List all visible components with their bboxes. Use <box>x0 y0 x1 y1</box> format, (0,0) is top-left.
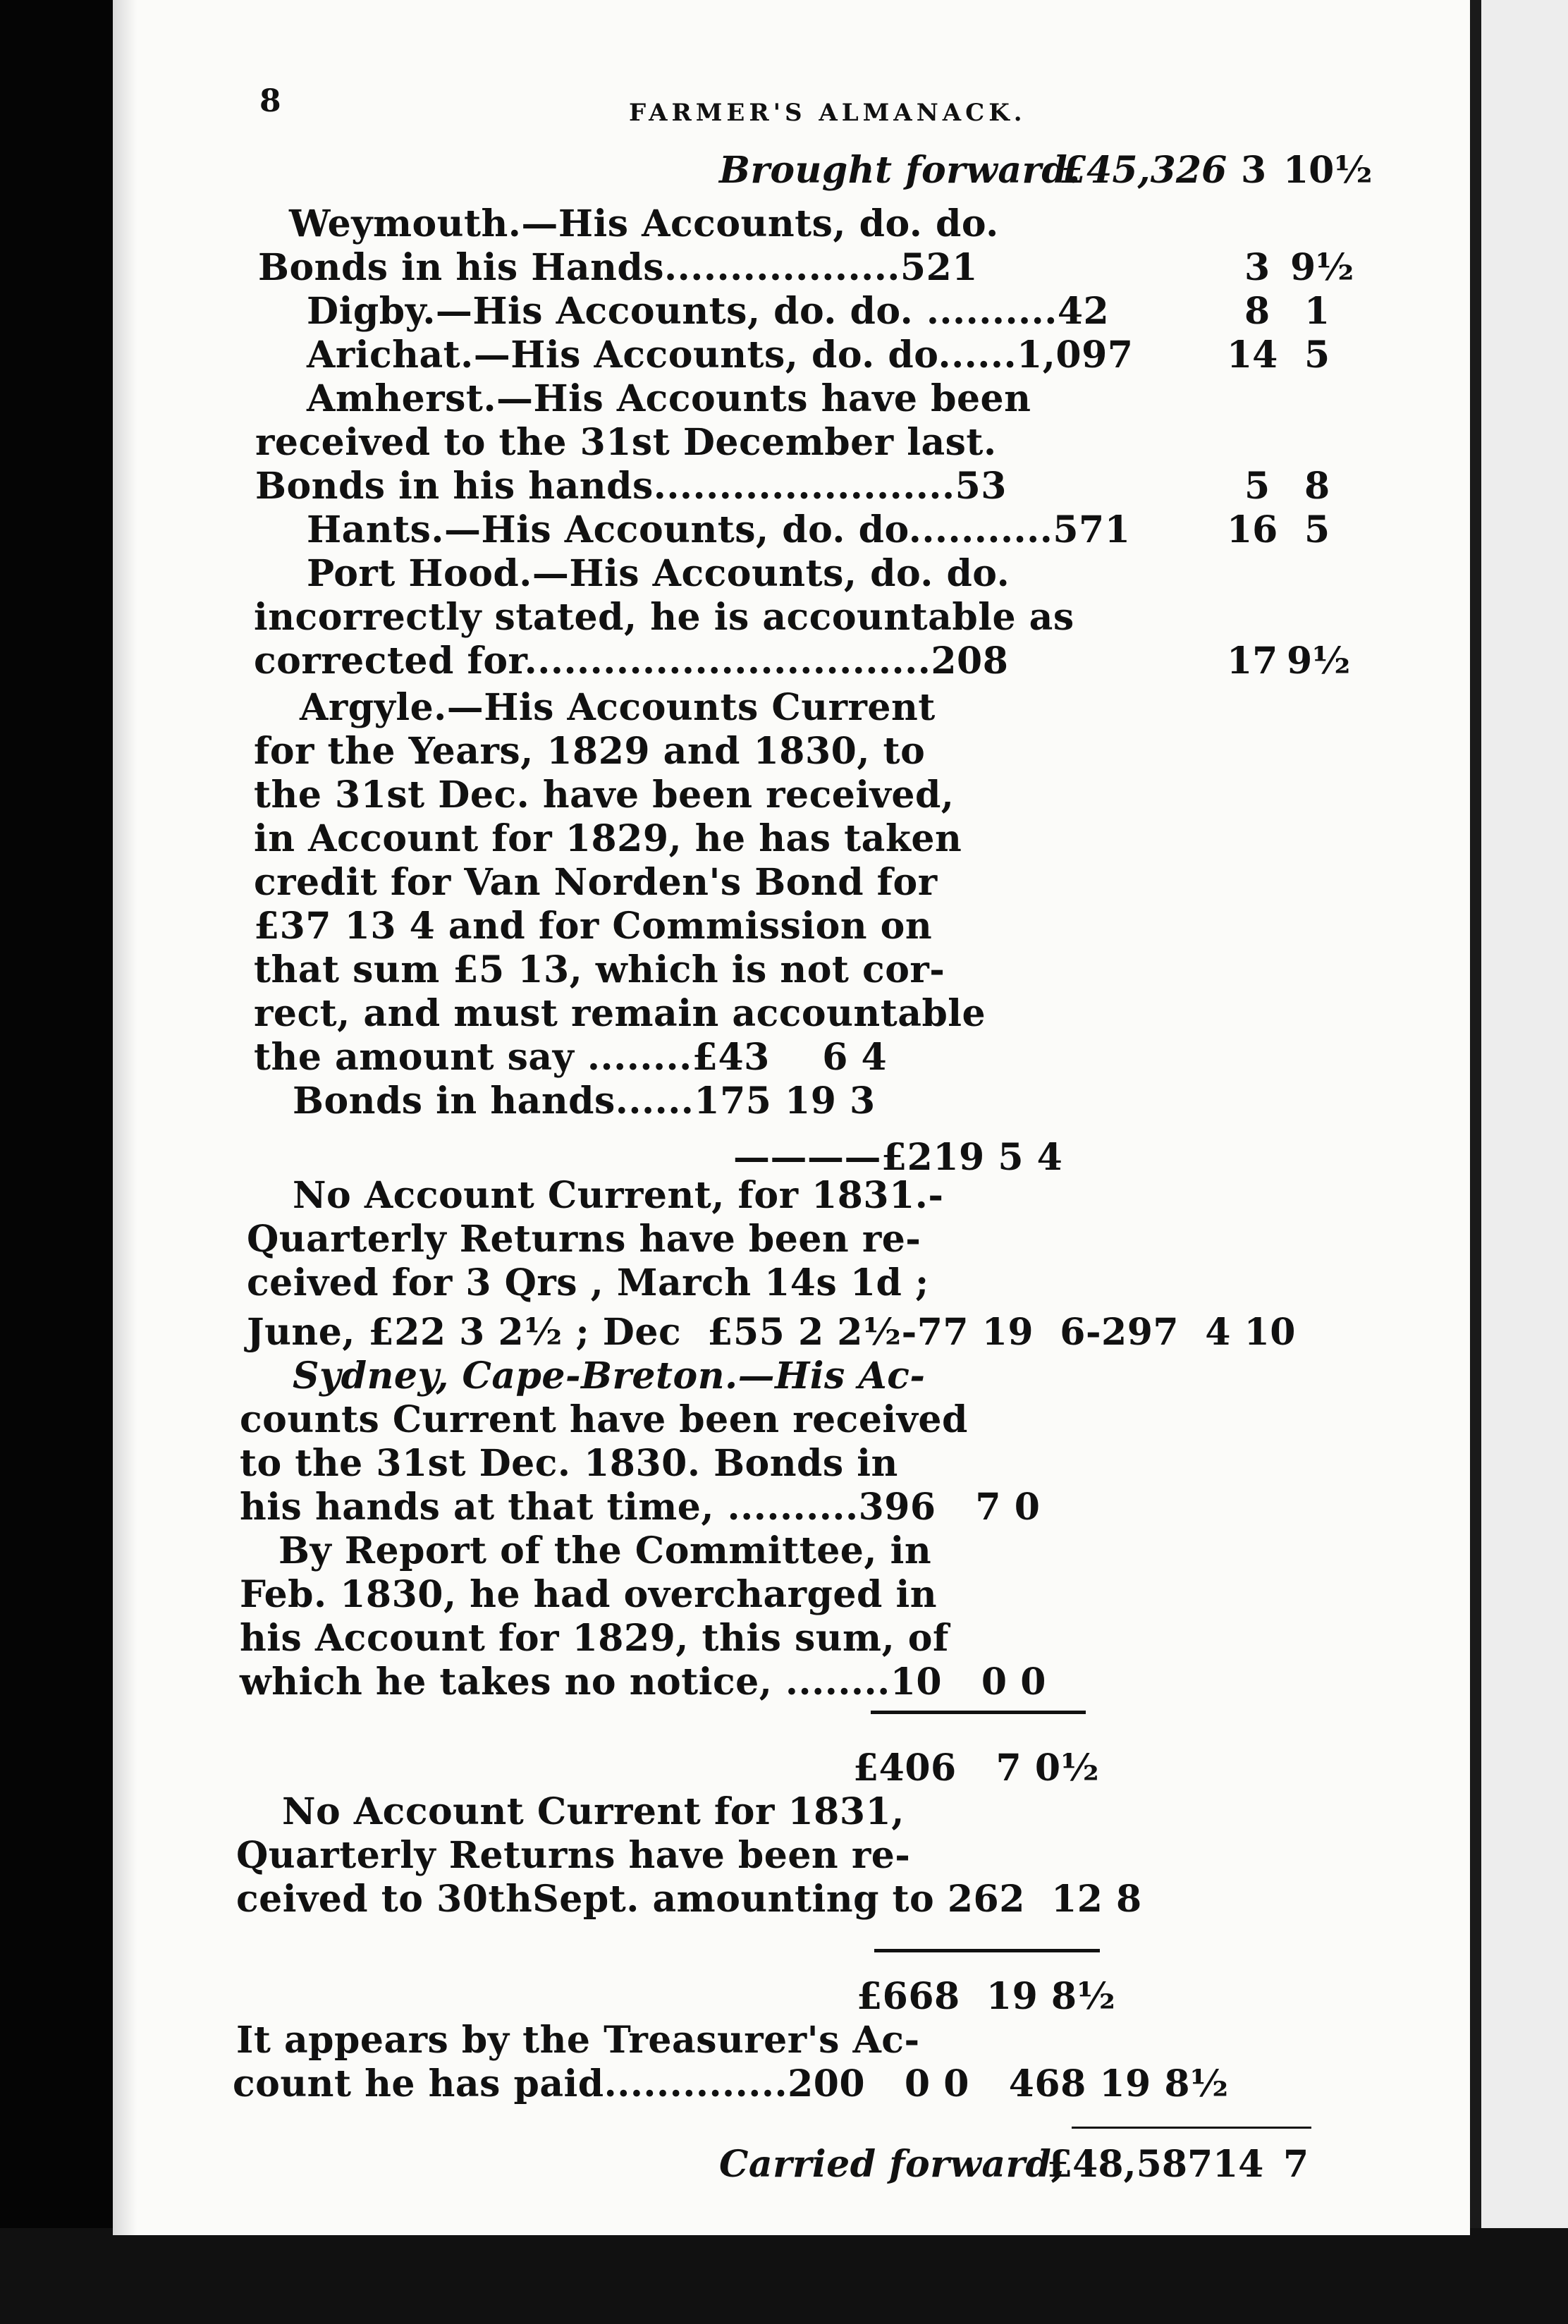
entry-shillings: 3 <box>1244 246 1270 289</box>
entry-line: Quarterly Returns have been re- <box>236 1834 911 1877</box>
brought-forward-shillings: 3 <box>1241 149 1267 192</box>
entry-line: Feb. 1830, he had overcharged in <box>240 1573 938 1616</box>
entry-line: received to the 31st December last. <box>255 421 997 464</box>
entry-line: counts Current have been received <box>240 1398 968 1441</box>
entry-line: the 31st Dec. have been received, <box>254 773 955 817</box>
entry-line: Digby.—His Accounts, do. do. ..........42 <box>307 290 1110 333</box>
scan-border <box>0 2228 1568 2324</box>
entry-line: Amherst.—His Accounts have been <box>307 377 1031 420</box>
entry-line: Bonds in hands......175 19 3 <box>293 1080 876 1123</box>
entry-shillings: 8 <box>1244 290 1270 333</box>
entry-line: that sum £5 13, which is not cor- <box>254 948 945 991</box>
entry-line: for the Years, 1829 and 1830, to <box>254 730 926 773</box>
sum-rule <box>871 1711 1086 1714</box>
entry-line: Sydney, Cape-Breton.—His Ac- <box>293 1354 926 1398</box>
entry-line: No Account Current, for 1831.- <box>293 1174 944 1217</box>
binding-fold <box>1470 0 1481 2324</box>
entry-shillings: 16 <box>1227 508 1278 551</box>
facing-page-edge <box>1470 0 1568 2324</box>
entry-line: June, £22 3 2½ ; Dec £55 2 2½-77 19 6-297 4 10 <box>247 1311 1296 1354</box>
carried-forward-pounds: £48,587 <box>1047 2143 1213 2186</box>
brought-forward-pounds: £45,326 <box>1061 149 1227 192</box>
entry-line: Weymouth.—His Accounts, do. do. <box>289 202 999 245</box>
entry-line: It appears by the Treasurer's Ac- <box>236 2019 920 2062</box>
entry-line: incorrectly stated, he is accountable as <box>254 596 1074 639</box>
entry-line: the amount say ........£43 6 4 <box>254 1036 888 1079</box>
entry-line: which he takes no notice, ........10 0 0 <box>240 1661 1046 1704</box>
entry-line: Port Hood.—His Accounts, do. do. <box>307 552 1010 595</box>
entry-line: No Account Current for 1831, <box>282 1790 905 1833</box>
entry-pence: 1 <box>1304 290 1330 333</box>
entry-line: ceived for 3 Qrs , March 14s 1d ; <box>247 1261 929 1304</box>
almanac-page <box>113 0 1470 2235</box>
entry-line: ceived to 30thSept. amounting to 262 12 8 <box>236 1878 1142 1921</box>
entry-line: Hants.—His Accounts, do. do...........571 <box>307 508 1131 551</box>
entry-pence: 9½ <box>1287 640 1351 683</box>
entry-line: Bonds in his Hands..................521 <box>258 246 978 289</box>
entry-shillings: 17 <box>1227 640 1278 683</box>
entry-line: By Report of the Committee, in <box>278 1529 932 1572</box>
brought-forward-label: Brought forward. <box>719 149 1081 192</box>
entry-line: corrected for...............................208 <box>254 640 1009 683</box>
entry-line: to the 31st Dec. 1830. Bonds in <box>240 1442 898 1485</box>
entry-line: credit for Van Norden's Bond for <box>254 861 938 904</box>
subtotal-line: £406 7 0½ <box>853 1747 1100 1790</box>
brought-forward-pence: 10½ <box>1283 149 1373 192</box>
entry-line: rect, and must remain accountable <box>254 992 986 1035</box>
entry-pence: 9½ <box>1290 246 1354 289</box>
entry-line: Argyle.—His Accounts Current <box>300 686 936 729</box>
subtotal-line: £668 19 8½ <box>857 1975 1116 2018</box>
entry-line: Bonds in his hands.......................53 <box>255 465 1007 508</box>
sum-rule <box>874 1949 1100 1952</box>
entry-pence: 8 <box>1304 465 1330 508</box>
entry-line: Quarterly Returns have been re- <box>247 1218 921 1261</box>
carried-forward-pence: 7 <box>1283 2143 1309 2186</box>
sum-rule <box>1072 2127 1311 2129</box>
entry-shillings: 14 <box>1227 334 1278 377</box>
carried-forward-label: Carried forward, <box>719 2143 1065 2186</box>
entry-pence: 5 <box>1304 334 1330 377</box>
entry-line: count he has paid..............200 0 0 468 19 8½ <box>233 2062 1229 2105</box>
subtotal-line: ————£219 5 4 <box>733 1136 1063 1179</box>
entry-line: his Account for 1829, this sum, of <box>240 1617 949 1660</box>
carried-forward-shillings: 14 <box>1213 2143 1264 2186</box>
entry-line: in Account for 1829, he has taken <box>254 817 962 860</box>
entry-line: his hands at that time, ..........396 7 0 <box>240 1486 1041 1529</box>
entry-line: £37 13 4 and for Commission on <box>254 905 933 948</box>
entry-line: Arichat.—His Accounts, do. do......1,097 <box>307 334 1134 377</box>
page-gutter-shadow <box>113 0 137 2235</box>
entry-pence: 5 <box>1304 508 1330 551</box>
entry-shillings: 5 <box>1244 465 1270 508</box>
page-number: 8 <box>259 83 281 119</box>
running-title: FARMER'S ALMANACK. <box>629 99 1027 127</box>
